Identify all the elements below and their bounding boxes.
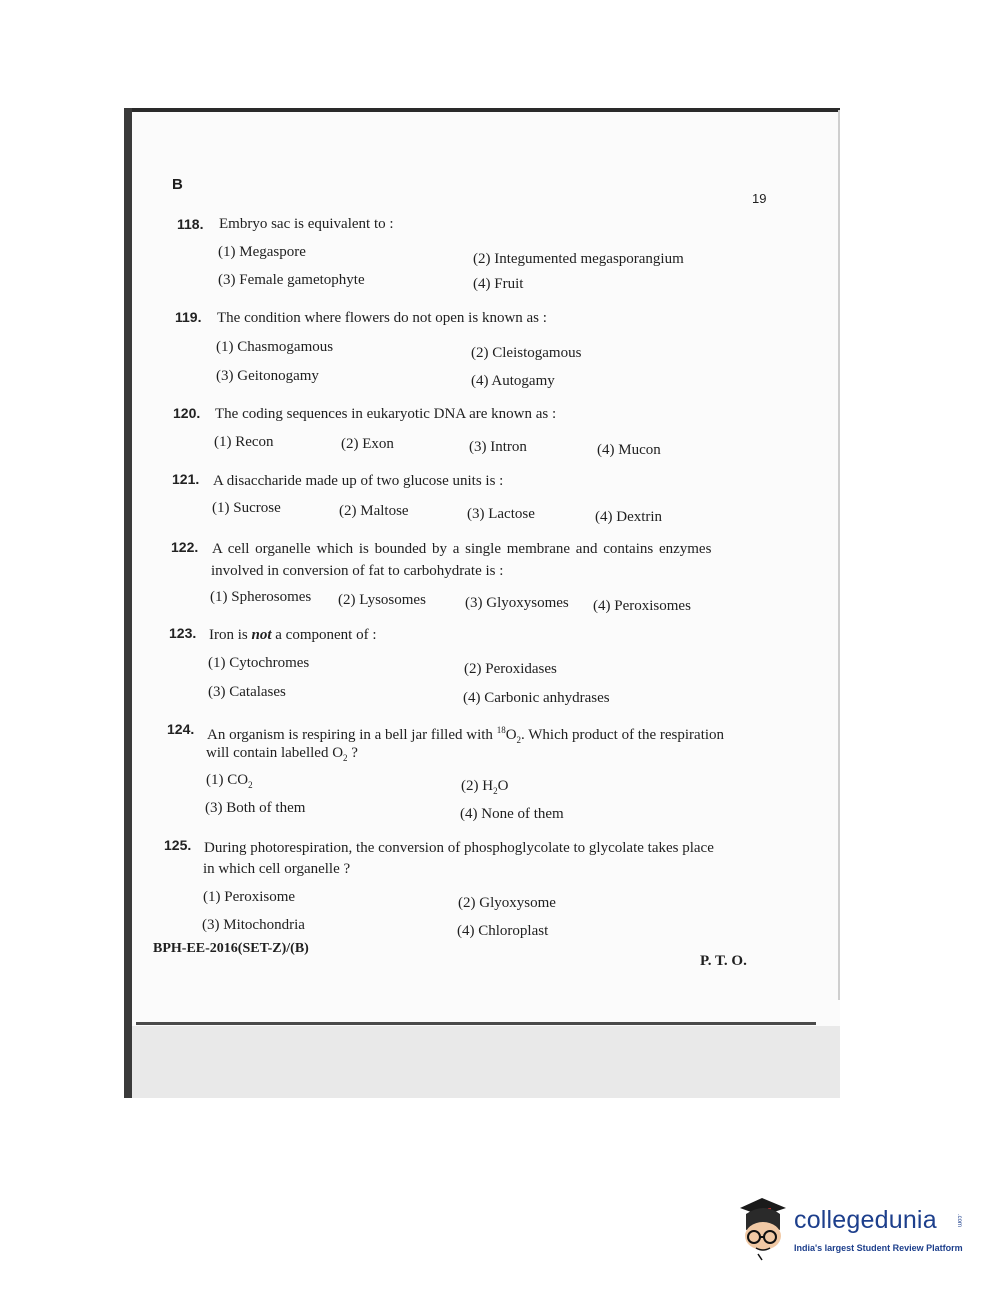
- emphasis: not: [251, 627, 272, 643]
- question-number: 121.: [172, 471, 200, 487]
- question-text: Embryo sac is equivalent to :: [219, 216, 394, 232]
- option: (1) $CO_2$: [206, 772, 253, 790]
- option: (4) Carbonic anhydrases: [463, 690, 610, 706]
- question-text-cont: in which cell organelle ?: [203, 861, 351, 877]
- option: (2) Glyoxysome: [458, 895, 556, 911]
- question-number: 118.: [177, 216, 204, 232]
- mascot-icon: [736, 1196, 792, 1262]
- option: (4) Dextrin: [595, 509, 663, 525]
- option: (2) Cleistogamous: [471, 345, 582, 361]
- option: (4) Mucon: [597, 442, 661, 458]
- option: (3) Glyoxysomes: [465, 595, 569, 611]
- option: (1) Recon: [214, 434, 274, 450]
- page-number: 19: [752, 191, 767, 206]
- option: (3) Catalases: [208, 684, 286, 700]
- question-number: 119.: [175, 309, 202, 325]
- option: (2) Maltose: [339, 503, 409, 519]
- scan-bottom-edge: [136, 1022, 816, 1025]
- scan-left-edge: [124, 108, 132, 1098]
- option: (1) Sucrose: [212, 500, 281, 516]
- paper-code: BPH-EE-2016(SET-Z)/(B): [153, 941, 309, 956]
- option: (4) Peroxisomes: [593, 598, 691, 614]
- question-number: 124.: [167, 721, 195, 737]
- option: (4) None of them: [460, 806, 564, 822]
- logo-tagline: India's largest Student Review Platform: [794, 1243, 963, 1253]
- option: (3) Intron: [469, 439, 527, 455]
- question-number: 125.: [164, 837, 192, 853]
- option: (1) Chasmogamous: [216, 339, 334, 355]
- option: (3) Female gametophyte: [218, 272, 365, 288]
- question-text: A cell organelle which is bounded by a single membrane and contains enzymes: [212, 541, 712, 557]
- option: (2) Exon: [341, 436, 394, 452]
- option: (4) Fruit: [473, 276, 524, 292]
- scan-top-edge: [124, 108, 840, 112]
- question-text: The coding sequences in eukaryotic DNA are known as :: [215, 406, 557, 422]
- question-text: During photorespiration, the conversion of phosphoglycolate to glycolate takes place: [204, 840, 714, 856]
- option: (4) Autogamy: [471, 373, 555, 389]
- option: (2) Peroxidases: [464, 661, 557, 677]
- option: (2) Lysosomes: [338, 592, 426, 608]
- scan-right-edge: [838, 110, 840, 1000]
- question-number: 120.: [173, 405, 201, 421]
- option: (3) Mitochondria: [202, 917, 305, 933]
- option: (1) Megaspore: [218, 244, 306, 260]
- question-number: 122.: [171, 539, 199, 555]
- collegedunia-logo[interactable]: [736, 1196, 966, 1266]
- series-label: B: [172, 176, 183, 193]
- question-text: A disaccharide made up of two glucose units is :: [213, 473, 504, 489]
- question-text-cont: will contain labelled $O_2$ ?: [206, 745, 358, 763]
- question-number: 123.: [169, 625, 197, 641]
- logo-wordmark: collegedunia: [794, 1206, 937, 1234]
- option: (3) Both of them: [205, 800, 306, 816]
- option: (1) Spherosomes: [210, 589, 312, 605]
- option: (2) $H_2O$: [461, 778, 509, 796]
- question-text: An organism is respiring in a bell jar filled with $^{18}O_2$. Which product of the respiration: [207, 725, 725, 745]
- option: (3) Lactose: [467, 506, 535, 522]
- option: (1) Cytochromes: [208, 655, 310, 671]
- option: (3) Geitonogamy: [216, 368, 319, 384]
- scan-bottom-shadow: [132, 1026, 840, 1098]
- option: (4) Chloroplast: [457, 923, 549, 939]
- option: (2) Integumented megasporangium: [473, 251, 684, 267]
- question-text: Iron is not a component of :: [209, 627, 377, 643]
- option: (1) Peroxisome: [203, 889, 296, 905]
- question-text-cont: involved in conversion of fat to carbohydrate is :: [211, 563, 504, 579]
- pto-label: P. T. O.: [700, 953, 747, 969]
- question-text: The condition where flowers do not open is known as :: [217, 310, 547, 326]
- logo-suffix: .com: [956, 1214, 962, 1228]
